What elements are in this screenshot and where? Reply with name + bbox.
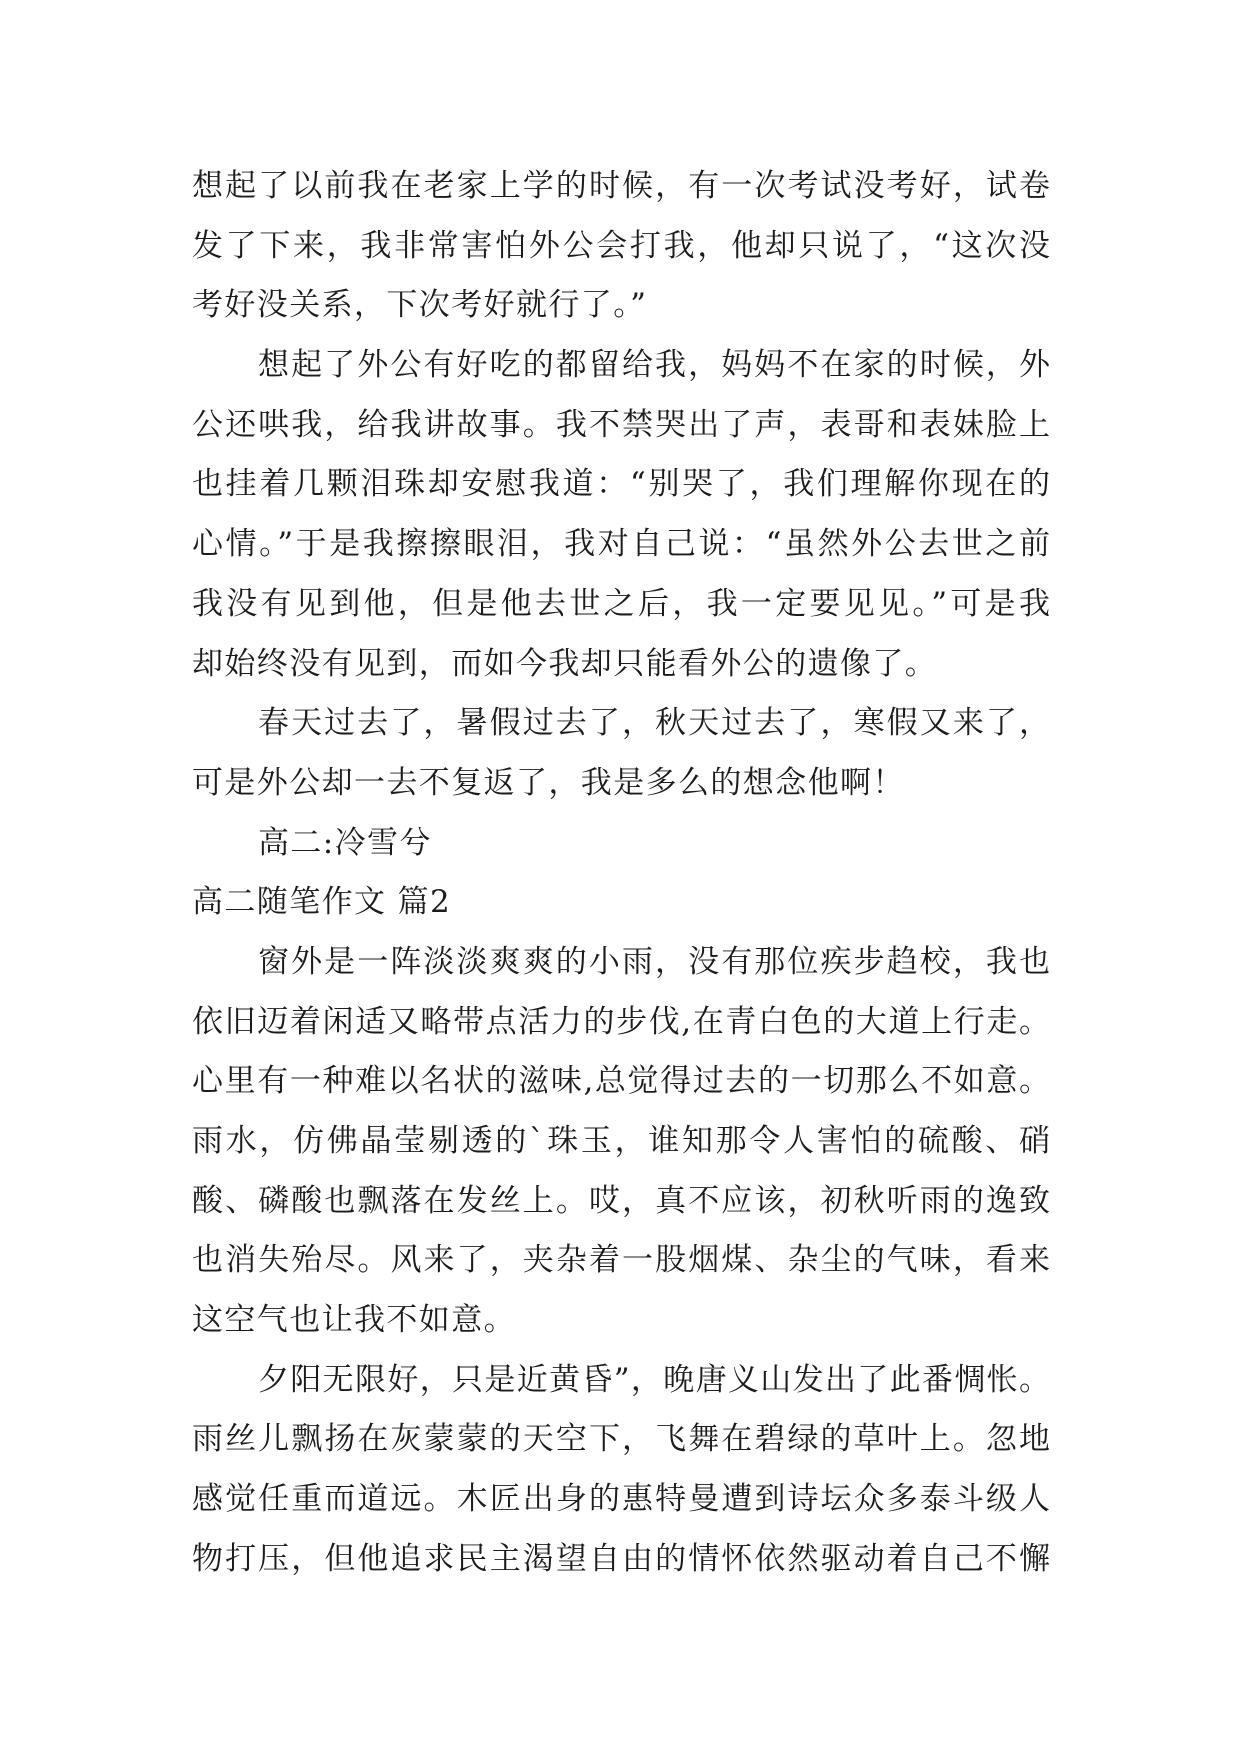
text-line: 心情。”于是我擦擦眼泪，我对自己说：“虽然外公去世之前 xyxy=(192,526,1050,563)
text-line: 我没有见到他，但是他去世之后，我一定要见见。”可是我 xyxy=(192,585,1050,622)
text-line: 感觉任重而道远。木匠出身的惠特曼遭到诗坛众多泰斗级人 xyxy=(192,1481,1050,1518)
paragraph xyxy=(192,933,1050,1351)
text-line: 依旧迈着闲适又略带点活力的步伐,在青白色的大道上行走。 xyxy=(192,1003,1050,1040)
paragraph xyxy=(192,157,1050,336)
text-line: 这空气也让我不如意。 xyxy=(192,1302,516,1339)
text-line: 酸、磷酸也飘落在发丝上。哎，真不应该，初秋听雨的逸致 xyxy=(192,1182,1050,1219)
paragraph xyxy=(192,1351,1050,1590)
text-line: 窗外是一阵淡淡爽爽的小雨，没有那位疾步趋校，我也 xyxy=(258,943,1050,980)
text-line: 心里有一种难以名状的滋味,总觉得过去的一切那么不如意。 xyxy=(192,1063,1050,1100)
text-line: 发了下来，我非常害怕外公会打我，他却只说了，“这次没 xyxy=(192,227,1050,264)
document-page xyxy=(192,157,1050,1590)
paragraph xyxy=(192,694,1050,813)
section-heading-block xyxy=(192,873,1050,933)
text-line: 春天过去了，暑假过去了，秋天过去了，寒假又来了， xyxy=(258,705,1050,742)
text-line: 雨水，仿佛晶莹剔透的`珠玉，谁知那令人害怕的硫酸、硝 xyxy=(192,1123,1050,1159)
text-line: 却始终没有见到，而如今我却只能看外公的遗像了。 xyxy=(192,645,938,682)
text-line: 物打压，但他追求民主渴望自由的情怀依然驱动着自己不懈 xyxy=(192,1540,1050,1577)
text-line: 也挂着几颗泪珠却安慰我道：“别哭了，我们理解你现在的 xyxy=(192,466,1050,503)
text-line: 想起了外公有好吃的都留给我，妈妈不在家的时候，外 xyxy=(258,347,1050,384)
text-line: 雨丝儿飘扬在灰蒙蒙的天空下，飞舞在碧绿的草叶上。忽地 xyxy=(192,1421,1050,1458)
section-heading: 高二随笔作文 篇2 xyxy=(192,884,452,921)
text-line: 考好没关系，下次考好就行了。” xyxy=(192,287,648,324)
text-line: 可是外公却一去不复返了，我是多么的想念他啊！ xyxy=(192,764,905,801)
text-line: 也消失殆尽。风来了，夹杂着一股烟煤、杂尘的气味，看来 xyxy=(192,1242,1050,1279)
text-line: 想起了以前我在老家上学的时候，有一次考试没考好，试卷 xyxy=(192,168,1050,204)
paragraph xyxy=(192,336,1050,694)
author-line: 高二:冷雪兮 xyxy=(258,824,432,861)
author-paragraph xyxy=(192,814,1050,874)
text-line: 夕阳无限好，只是近黄昏”，晚唐义山发出了此番惆怅。 xyxy=(258,1361,1050,1398)
text-line: 公还哄我，给我讲故事。我不禁哭出了声，表哥和表妹脸上 xyxy=(192,406,1050,443)
